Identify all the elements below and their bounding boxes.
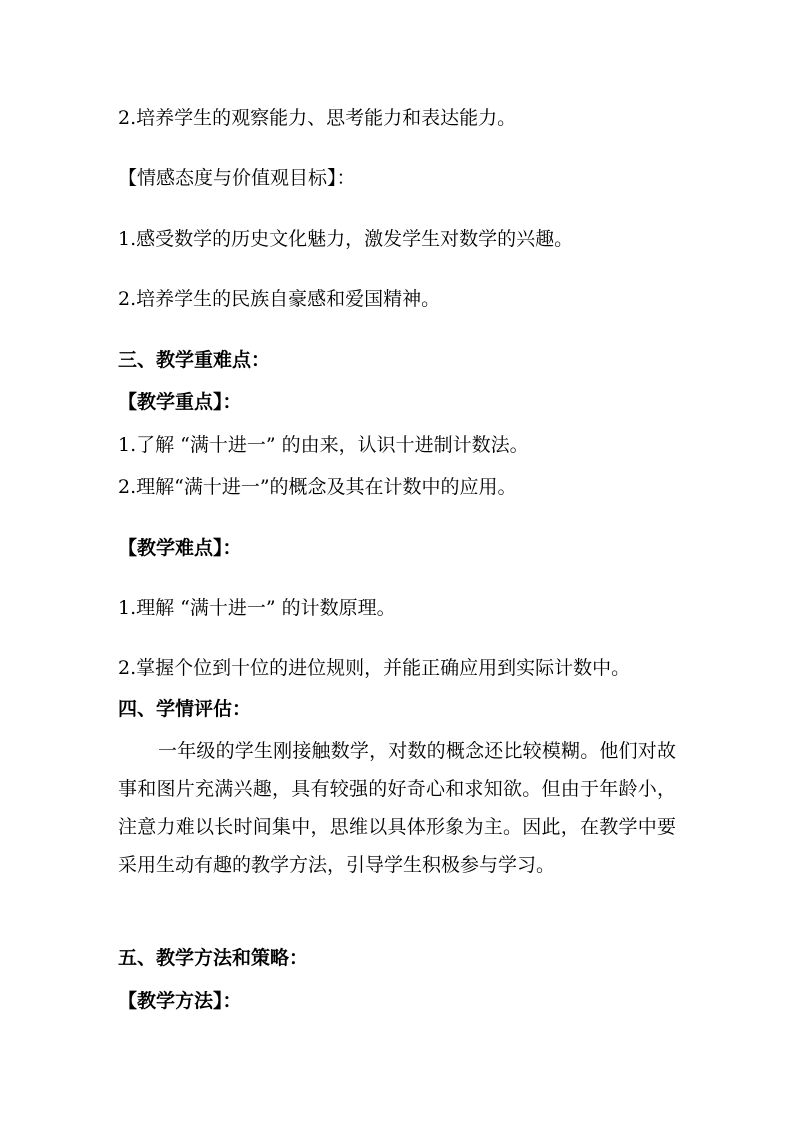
section-3-heading: 三、教学重难点： [118,349,271,371]
section-4-heading: 四、学情评估： [118,698,252,720]
key-point-2: 2.理解“满十进一”的概念及其在计数中的应用。 [118,476,517,498]
difficult-point-2: 2.掌握个位到十位的进位规则，并能正确应用到实际计数中。 [118,657,631,679]
emotion-goal-heading: 【情感态度与价值观目标】： [118,167,356,189]
teaching-methods-heading: 【教学方法】： [118,990,242,1012]
difficult-points-heading: 【教学难点】： [118,537,242,559]
emotion-goal-line-2: 2.培养学生的民族自豪感和爱国精神。 [118,288,441,310]
key-point-1: 1.了解 “满十进一” 的由来，认识十进制计数法。 [118,434,529,456]
ability-goal-line: 2.培养学生的观察能力、思考能力和表达能力。 [118,107,517,129]
section-5-heading: 五、教学方法和策略： [118,947,309,969]
emotion-goal-line-1: 1.感受数学的历史文化魅力，激发学生对数学的兴趣。 [118,228,574,250]
difficult-point-1: 1.理解 “满十进一” 的计数原理。 [118,597,396,619]
student-assessment-paragraph: 一年级的学生刚接触数学，对数的概念还比较模糊。他们对故事和图片充满兴趣，具有较强的好奇心和求知欲。但由于年龄小，注意力难以长时间集中，思维以具体形象为主。因此，在教学中要采用生动有趣的教学方法，引导学生积极参与学习。 [118,740,676,876]
key-points-heading: 【教学重点】： [118,391,242,413]
